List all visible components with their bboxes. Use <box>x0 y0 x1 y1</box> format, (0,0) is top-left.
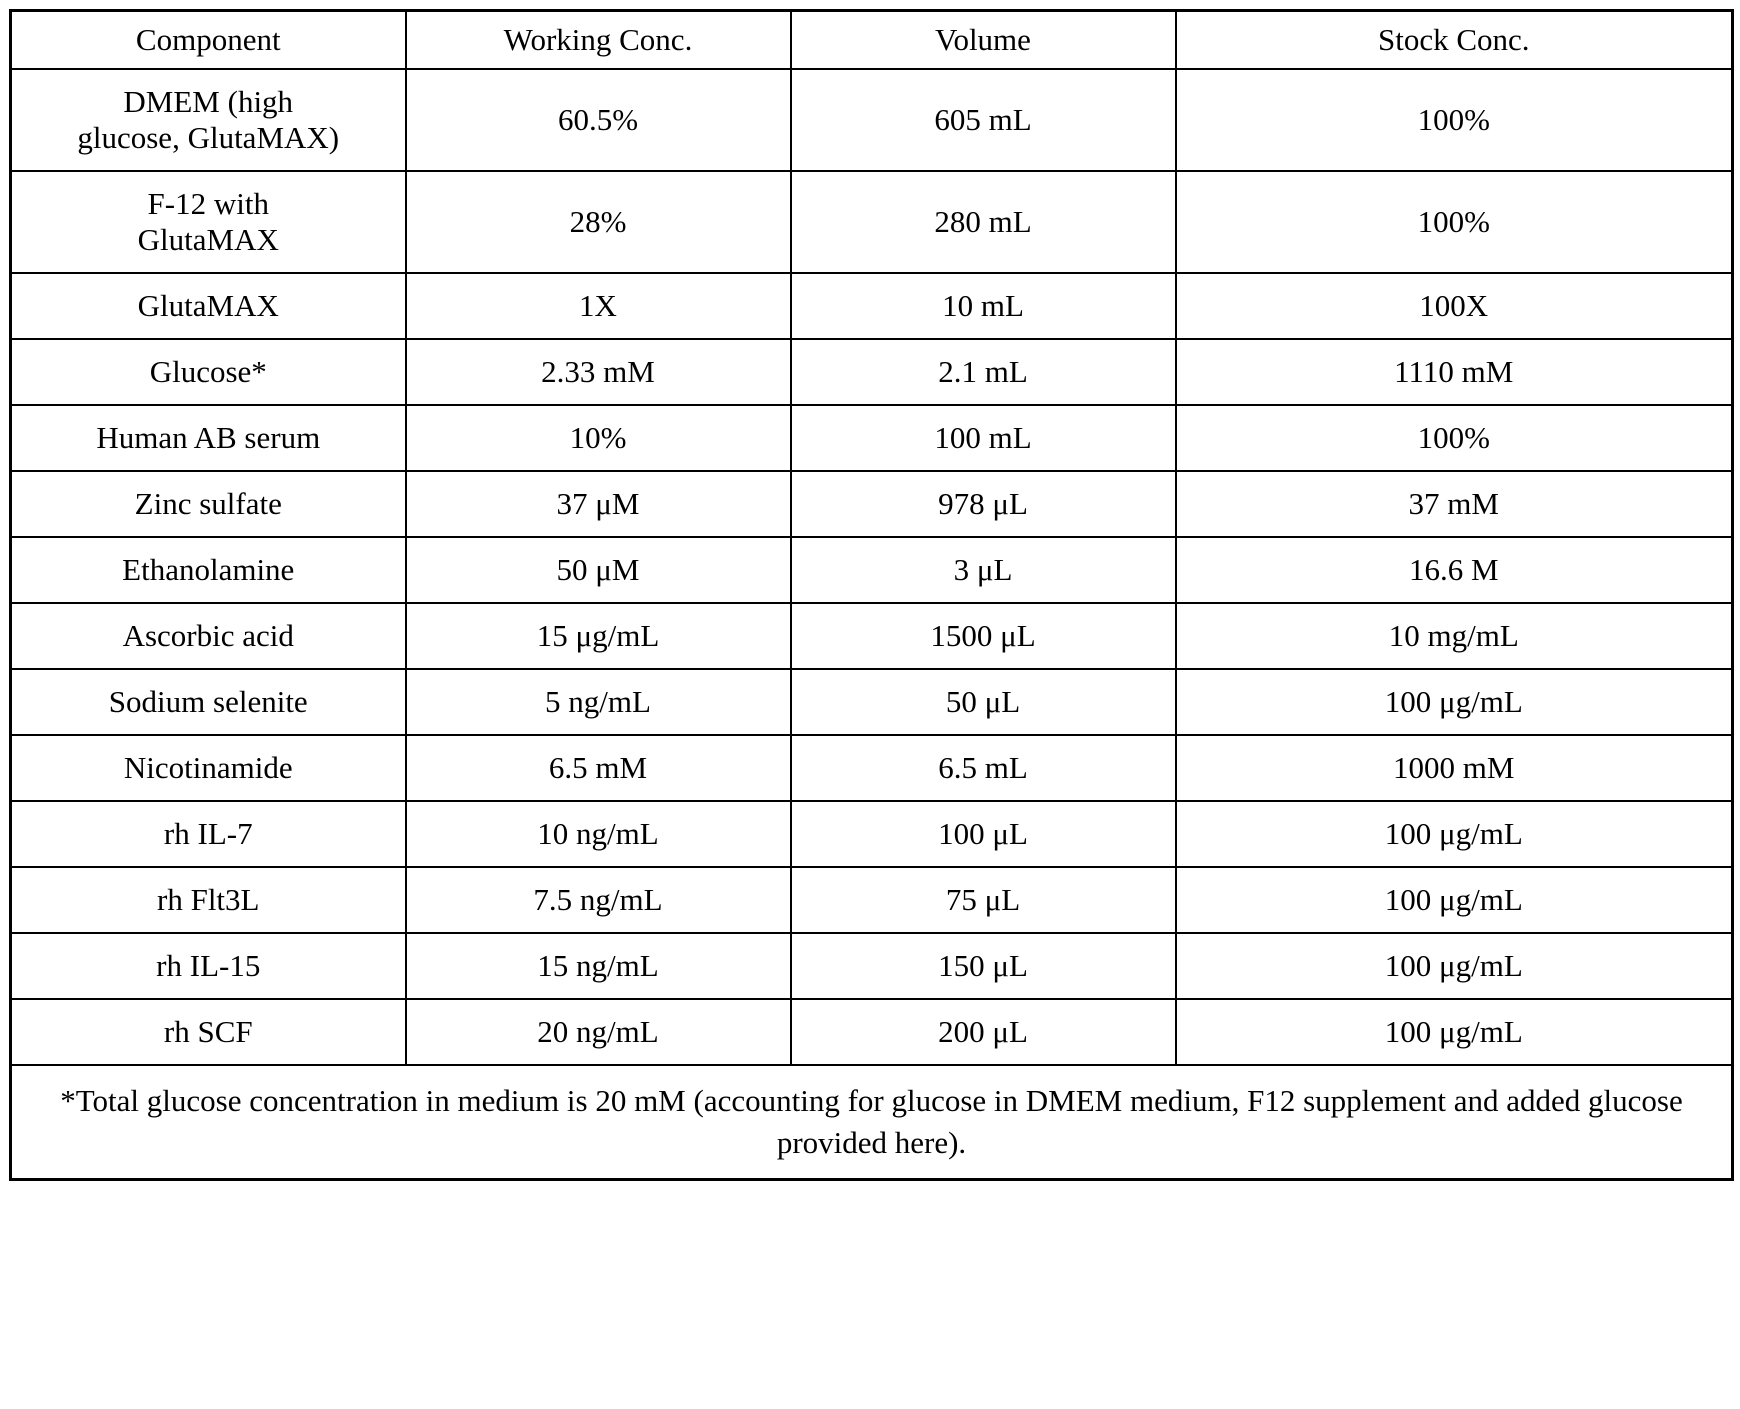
component-cell: GlutaMAX <box>11 273 406 339</box>
stock-conc-cell: 100% <box>1176 405 1733 471</box>
volume-cell: 100 μL <box>791 801 1176 867</box>
working-conc-cell: 37 μM <box>406 471 791 537</box>
table-row <box>11 999 1733 1065</box>
component-cell: Ethanolamine <box>11 537 406 603</box>
working-conc-cell: 15 ng/mL <box>406 933 791 999</box>
component-cell: F-12 with GlutaMAX <box>11 171 406 273</box>
volume-cell: 100 mL <box>791 405 1176 471</box>
stock-conc-cell: 16.6 M <box>1176 537 1733 603</box>
component-cell: Sodium selenite <box>11 669 406 735</box>
stock-conc-cell: 100X <box>1176 273 1733 339</box>
working-conc-cell: 60.5% <box>406 69 791 171</box>
working-conc-cell: 10 ng/mL <box>406 801 791 867</box>
stock-conc-cell: 10 mg/mL <box>1176 603 1733 669</box>
component-cell: Zinc sulfate <box>11 471 406 537</box>
stock-conc-cell: 100 μg/mL <box>1176 801 1733 867</box>
media-formulation-table <box>9 9 1734 1181</box>
table-row <box>11 867 1733 933</box>
table-row <box>11 405 1733 471</box>
table-row <box>11 537 1733 603</box>
working-conc-cell: 6.5 mM <box>406 735 791 801</box>
volume-cell: 150 μL <box>791 933 1176 999</box>
stock-conc-cell: 100 μg/mL <box>1176 933 1733 999</box>
component-cell: DMEM (high glucose, GlutaMAX) <box>11 69 406 171</box>
column-header-volume: Volume <box>791 11 1176 70</box>
component-cell: Ascorbic acid <box>11 603 406 669</box>
table-row <box>11 339 1733 405</box>
component-cell: rh IL-15 <box>11 933 406 999</box>
component-cell: rh IL-7 <box>11 801 406 867</box>
working-conc-cell: 2.33 mM <box>406 339 791 405</box>
stock-conc-cell: 100 μg/mL <box>1176 867 1733 933</box>
working-conc-cell: 10% <box>406 405 791 471</box>
volume-cell: 978 μL <box>791 471 1176 537</box>
volume-cell: 10 mL <box>791 273 1176 339</box>
working-conc-cell: 50 μM <box>406 537 791 603</box>
table-row <box>11 69 1733 171</box>
working-conc-cell: 5 ng/mL <box>406 669 791 735</box>
table-row <box>11 735 1733 801</box>
working-conc-cell: 15 μg/mL <box>406 603 791 669</box>
component-cell: Glucose* <box>11 339 406 405</box>
column-header-stock-conc: Stock Conc. <box>1176 11 1733 70</box>
column-header-working-conc: Working Conc. <box>406 11 791 70</box>
table-row <box>11 669 1733 735</box>
footnote-row <box>11 1065 1733 1179</box>
volume-cell: 605 mL <box>791 69 1176 171</box>
volume-cell: 280 mL <box>791 171 1176 273</box>
component-cell: rh Flt3L <box>11 867 406 933</box>
table-row <box>11 801 1733 867</box>
working-conc-cell: 7.5 ng/mL <box>406 867 791 933</box>
table-row <box>11 471 1733 537</box>
table-row <box>11 273 1733 339</box>
table-row <box>11 933 1733 999</box>
component-cell: Nicotinamide <box>11 735 406 801</box>
volume-cell: 200 μL <box>791 999 1176 1065</box>
component-cell: rh SCF <box>11 999 406 1065</box>
volume-cell: 2.1 mL <box>791 339 1176 405</box>
table-footnote: *Total glucose concentration in medium is 20 mM (accounting for glucose in DMEM medium, F12 supplement and added glucose provided here). <box>11 1065 1733 1179</box>
working-conc-cell: 20 ng/mL <box>406 999 791 1065</box>
stock-conc-cell: 100% <box>1176 69 1733 171</box>
stock-conc-cell: 1110 mM <box>1176 339 1733 405</box>
stock-conc-cell: 100 μg/mL <box>1176 669 1733 735</box>
stock-conc-cell: 100 μg/mL <box>1176 999 1733 1065</box>
stock-conc-cell: 100% <box>1176 171 1733 273</box>
volume-cell: 1500 μL <box>791 603 1176 669</box>
column-header-component: Component <box>11 11 406 70</box>
stock-conc-cell: 1000 mM <box>1176 735 1733 801</box>
working-conc-cell: 1X <box>406 273 791 339</box>
component-cell: Human AB serum <box>11 405 406 471</box>
table-row <box>11 171 1733 273</box>
volume-cell: 50 μL <box>791 669 1176 735</box>
stock-conc-cell: 37 mM <box>1176 471 1733 537</box>
volume-cell: 3 μL <box>791 537 1176 603</box>
table-row <box>11 603 1733 669</box>
header-row <box>11 11 1733 70</box>
working-conc-cell: 28% <box>406 171 791 273</box>
volume-cell: 6.5 mL <box>791 735 1176 801</box>
volume-cell: 75 μL <box>791 867 1176 933</box>
